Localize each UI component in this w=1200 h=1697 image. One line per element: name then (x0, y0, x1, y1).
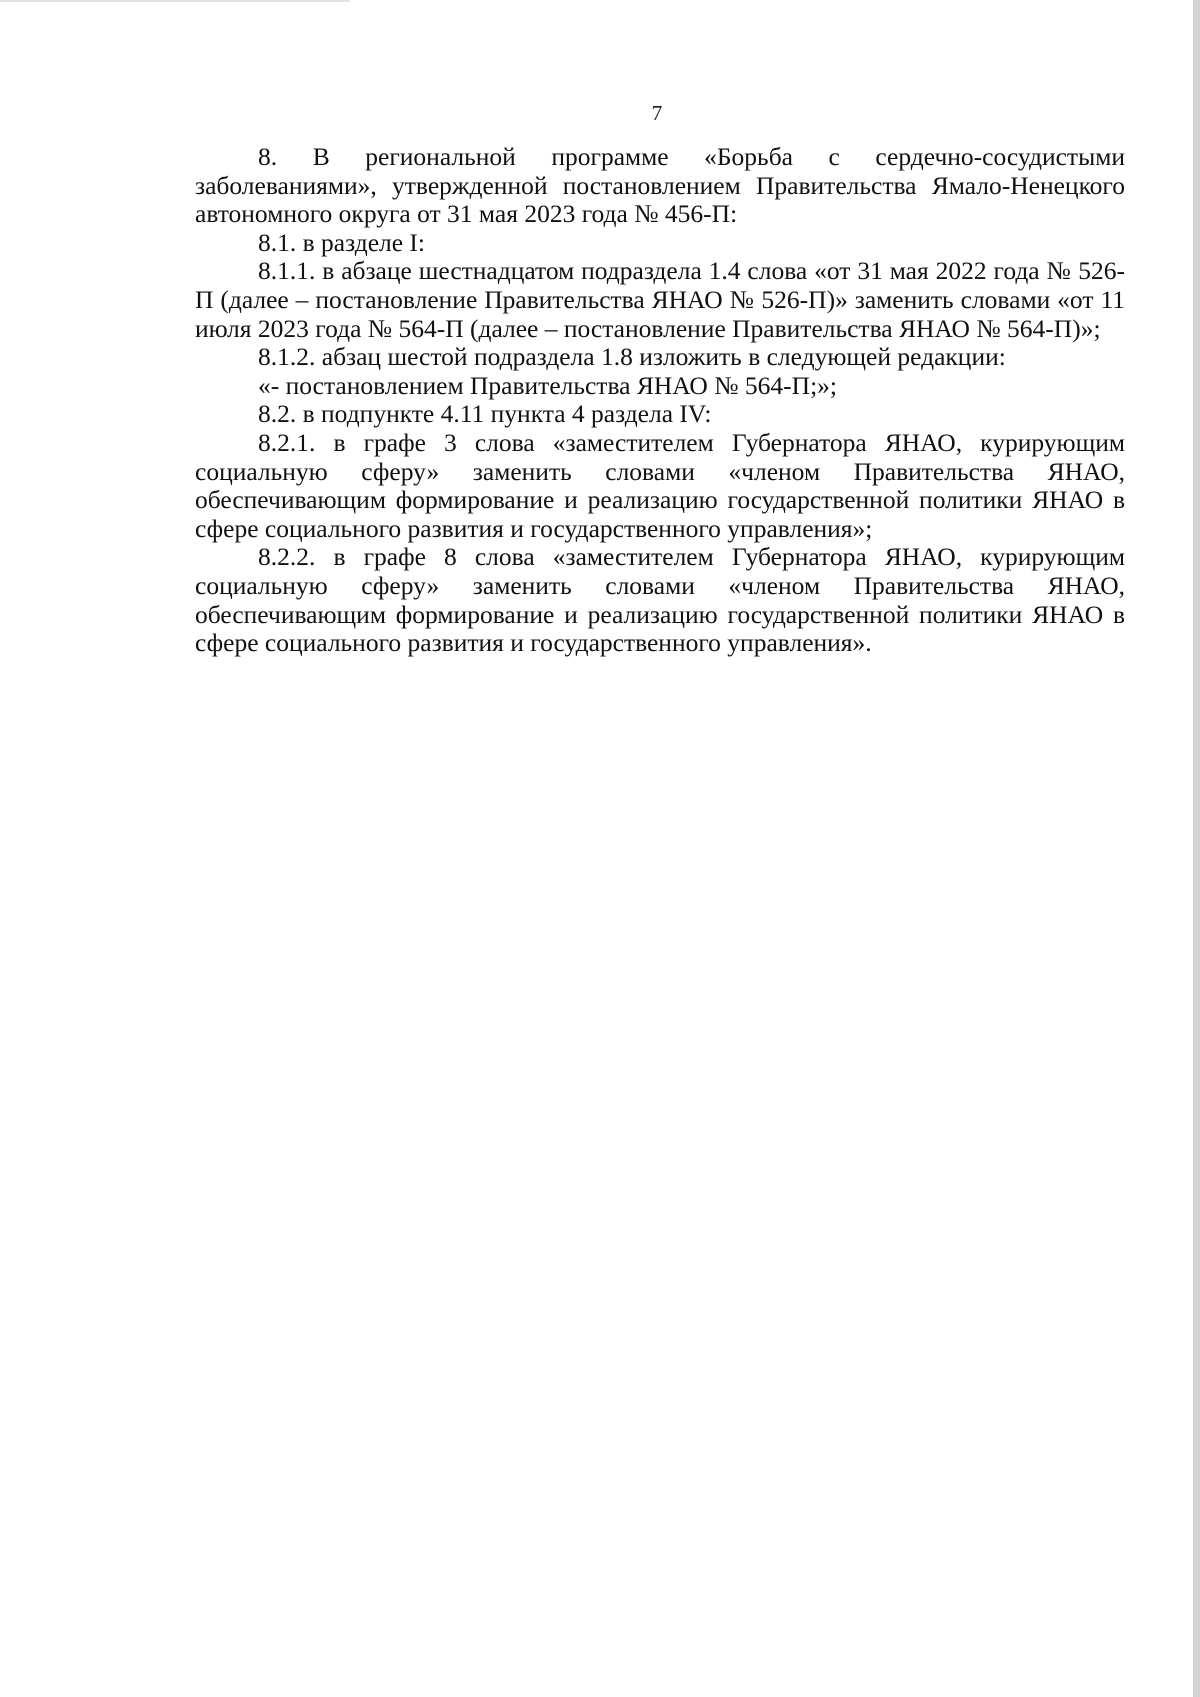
paragraph-8-1-2: 8.1.2. абзац шестой подраздела 1.8 изложить в следующей редакции: (258, 342, 1006, 372)
scan-right-edge (1193, 0, 1200, 1697)
paragraph-8-2-1: 8.2.1. в графе 3 слова «заместителем Губернатора ЯНАО, курирующим социальную сферу» заменить словами «членом Правительства ЯНАО, обеспечивающим формирование и реализацию государственной политики ЯНАО в сфере социального развития и государственного управления»; (195, 427, 1125, 543)
page-number: 7 (651, 101, 663, 125)
paragraph-8-1: 8.1. в разделе I: (258, 227, 426, 257)
paragraph-8-1-2-quote: «- постановлением Правительства ЯНАО № 564-П;»; (258, 370, 837, 400)
paragraph-8-1-1: 8.1.1. в абзаце шестнадцатом подраздела 1.4 слова «от 31 мая 2022 года № 526-П (далее – постановление Правительства ЯНАО № 526-П)» заменить словами «от 11 июля 2023 года № 564-П (далее – постановление Правительства ЯНАО № 564-П)»; (195, 256, 1125, 343)
paragraph-8-2-2: 8.2.2. в графе 8 слова «заместителем Губернатора ЯНАО, курирующим социальную сферу» заменить словами «членом Правительства ЯНАО, обеспечивающим формирование и реализацию государственной политики ЯНАО в сфере социального развития и государственного управления». (195, 542, 1125, 658)
paragraph-8-2: 8.2. в подпункте 4.11 пункта 4 раздела IV: (258, 399, 712, 429)
paragraph-8: 8. В региональной программе «Борьба с сердечно-сосудистыми заболеваниями», утвержденной постановлением Правительства Ямало-Ненецкого автономного округа от 31 мая 2023 года № 456-П: (195, 142, 1125, 229)
scan-top-edge (0, 0, 350, 2)
document-body (195, 143, 1125, 658)
